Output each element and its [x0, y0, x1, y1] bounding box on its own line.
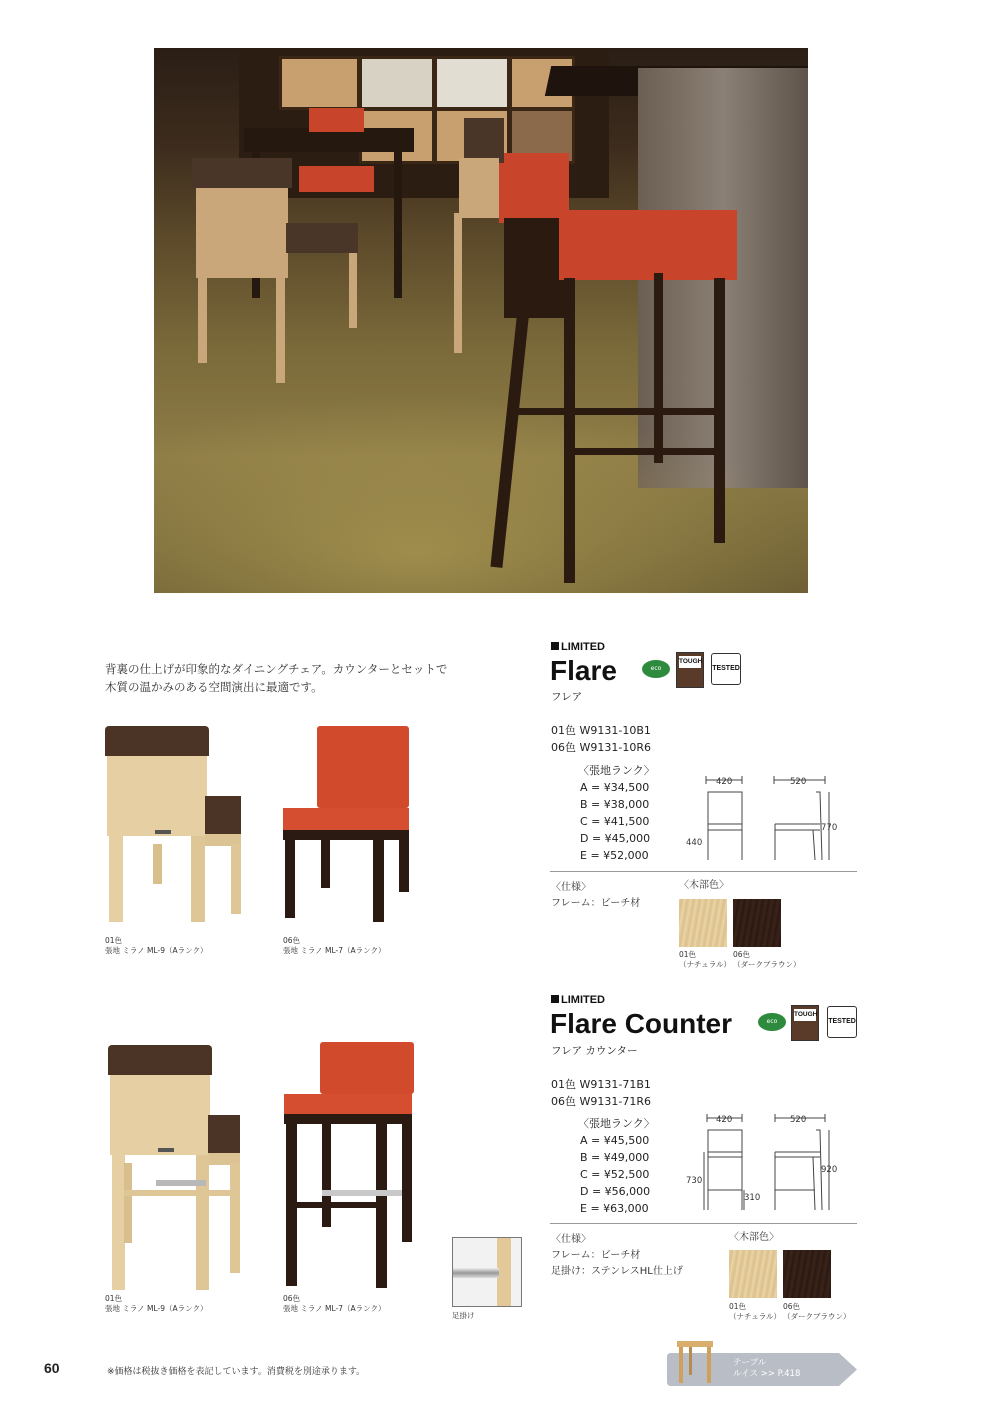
svg-text:420: 420: [716, 1115, 733, 1125]
flare-wood-dark-label: 06色 （ダークブラウン）: [733, 950, 801, 969]
flare-photo-01-caption: 01色 張地 ミラノ ML-9（Aランク）: [105, 936, 208, 955]
flare-limited-label: LIMITED: [551, 641, 605, 653]
svg-text:420: 420: [716, 777, 733, 787]
nav-link-target: ルイス >> P.418: [733, 1369, 801, 1379]
flare-chair-01-photo: [105, 726, 245, 926]
svg-text:920: 920: [821, 1165, 838, 1175]
table-thumbnail-icon: [677, 1341, 713, 1385]
flare-product-kana: フレア: [551, 691, 583, 703]
flare-specs: 〈仕様〉 フレーム：ビーチ材: [551, 882, 641, 909]
flare-counter-divider: [550, 1223, 857, 1224]
flare-product-codes: 01色 W9131-10B1 06色 W9131-10R6: [551, 724, 651, 754]
flare-divider: [550, 871, 857, 872]
flare-counter-limited-label: LIMITED: [551, 994, 605, 1006]
flare-counter-product-kana: フレア カウンター: [551, 1045, 638, 1057]
flare-counter-wood-swatch-dark: [783, 1250, 831, 1298]
flare-counter-dimension-diagram: [682, 1110, 852, 1215]
flare-wood-title: 〈木部色〉: [679, 880, 729, 891]
flare-counter-wood-swatch-natural: [729, 1250, 777, 1298]
eco-badge-icon: eco: [642, 660, 670, 678]
flare-counter-wood-dark-label: 06色 （ダークブラウン）: [783, 1302, 851, 1321]
flare-counter-wood-title: 〈木部色〉: [729, 1232, 779, 1243]
flare-counter-06-photo: [284, 1042, 416, 1290]
flare-wood-natural-label: 01色 （ナチュラル）: [679, 950, 732, 969]
flare-chair-06-photo: [283, 726, 413, 926]
footrest-detail-photo: [452, 1237, 522, 1307]
tough-badge-icon: TOUGH: [791, 1005, 819, 1041]
price-footnote: ※価格は税抜き価格を表記しています。消費税を別途承ります。: [107, 1367, 366, 1377]
tested-badge-icon: TESTED: [711, 653, 741, 685]
tough-badge-icon: TOUGH: [676, 652, 704, 688]
flare-counter-01-photo: [108, 1045, 244, 1290]
page-number: 60: [44, 1360, 60, 1376]
flare-counter-photo-06-caption: 06色 張地 ミラノ ML-7（Aランク）: [283, 1294, 386, 1313]
svg-text:440: 440: [686, 838, 703, 848]
flare-counter-wood-natural-label: 01色 （ナチュラル）: [729, 1302, 782, 1321]
flare-product-name: Flare: [550, 655, 617, 686]
hero-photo: [154, 48, 808, 593]
nav-link-table-louis[interactable]: [667, 1353, 857, 1386]
svg-text:310: 310: [744, 1193, 761, 1203]
svg-text:520: 520: [790, 777, 807, 787]
intro-line-1: 背裏の仕上げが印象的なダイニングチェア。カウンターとセットで: [105, 662, 448, 676]
flare-counter-product-name: Flare Counter: [550, 1008, 733, 1039]
flare-counter-product-codes: 01色 W9131-71B1 06色 W9131-71R6: [551, 1078, 651, 1108]
flare-fabric-ranks: 〈張地ランク〉 A = ¥34,500 B = ¥38,000 C = ¥41,500 D = ¥45,000 E = ¥52,000: [578, 764, 655, 862]
intro-text: [105, 660, 465, 696]
flare-photo-06-caption: 06色 張地 ミラノ ML-7（Aランク）: [283, 936, 386, 955]
tested-badge-icon: TESTED: [827, 1006, 857, 1038]
flare-wood-swatch-dark: [733, 899, 781, 947]
svg-text:770: 770: [821, 823, 838, 833]
eco-badge-icon: eco: [758, 1013, 786, 1031]
flare-dimension-diagram: [680, 772, 850, 867]
flare-counter-fabric-ranks: 〈張地ランク〉 A = ¥45,500 B = ¥49,000 C = ¥52,500 D = ¥56,000 E = ¥63,000: [578, 1117, 655, 1215]
nav-link-category: テーブル: [733, 1358, 767, 1368]
svg-text:730: 730: [686, 1176, 703, 1186]
flare-counter-photo-01-caption: 01色 張地 ミラノ ML-9（Aランク）: [105, 1294, 208, 1313]
flare-wood-swatch-natural: [679, 899, 727, 947]
flare-counter-specs: 〈仕様〉 フレーム：ビーチ材 足掛け：ステンレスHL仕上げ: [551, 1234, 683, 1277]
footrest-detail-label: 足掛け: [452, 1311, 475, 1320]
intro-line-2: 木質の温かみのある空間演出に最適です。: [105, 680, 323, 694]
svg-text:520: 520: [790, 1115, 807, 1125]
